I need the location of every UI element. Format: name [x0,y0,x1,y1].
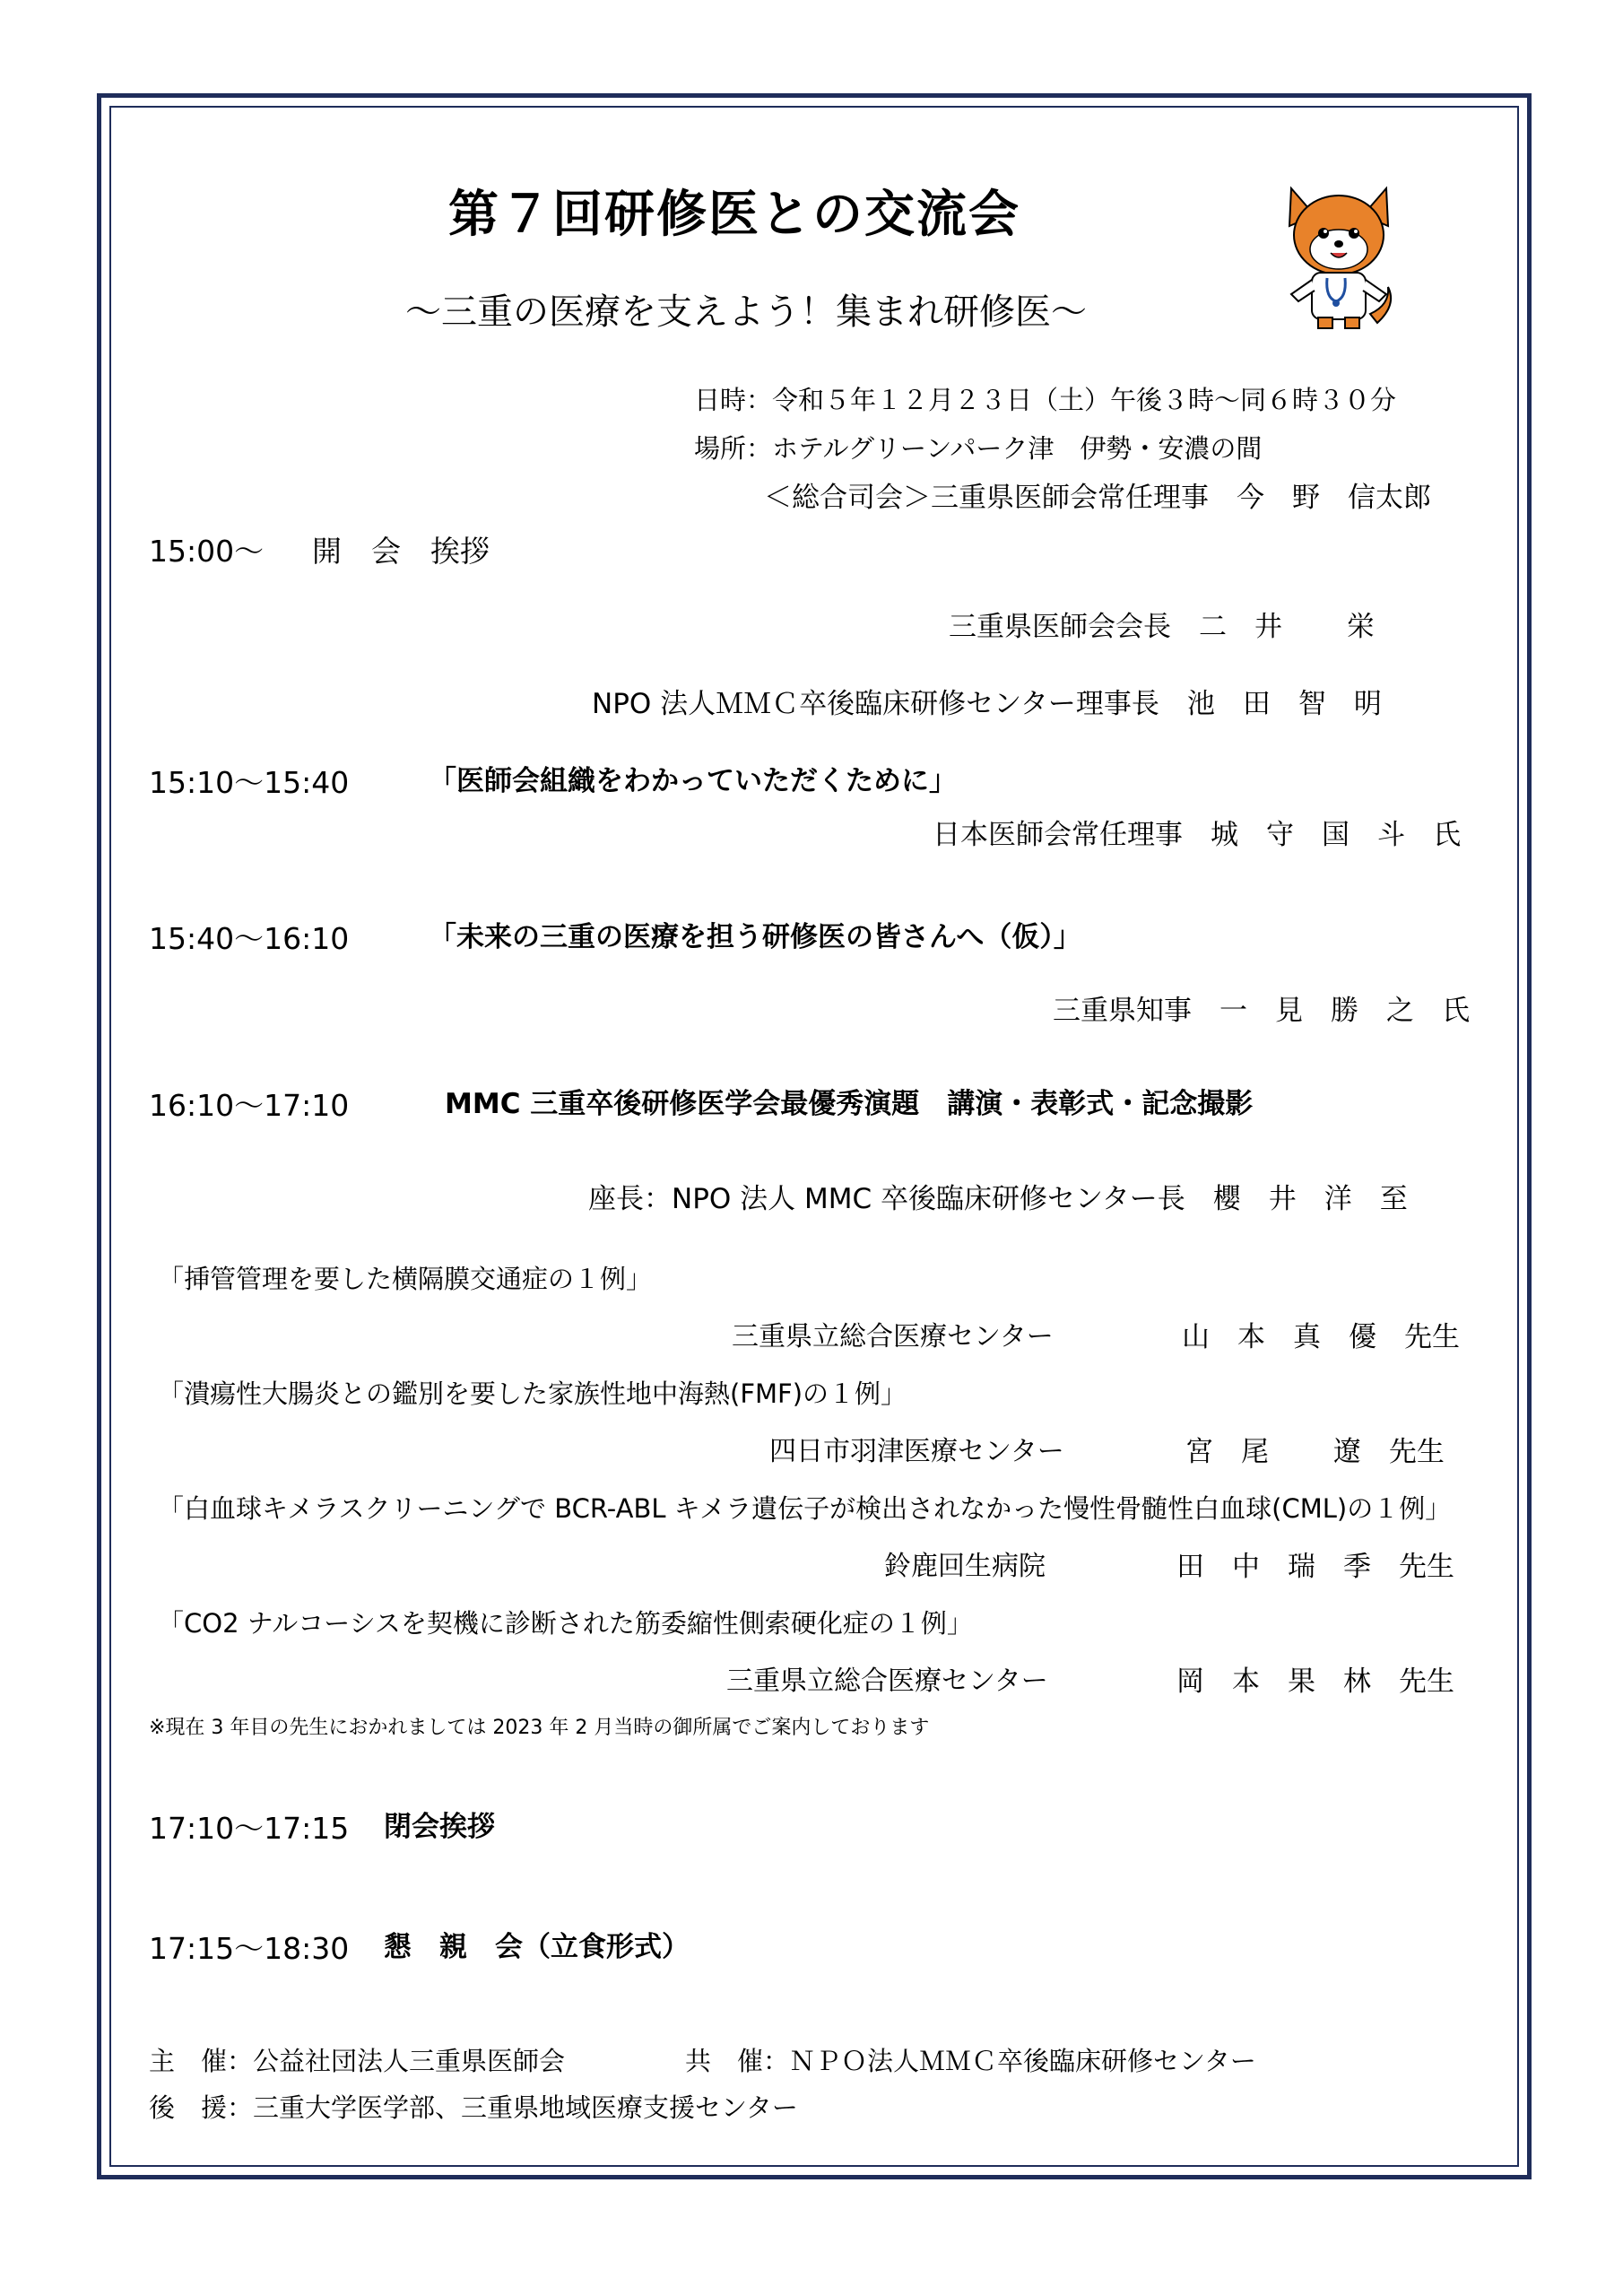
master-of-ceremonies: ＜総合司会＞三重県医師会常任理事 今 野 信太郎 [764,482,1431,514]
presentation-4-name: 岡 本 果 林 先生 [1176,1665,1454,1698]
page-subtitle: ～三重の医療を支えよう！集まれ研修医～ [405,291,1087,333]
award-time: 16:10～17:10 [149,1088,350,1123]
talk2-speaker: 三重県知事 一 見 勝 之 氏 [1053,995,1470,1027]
presentation-2-title: 「潰瘍性大腸炎との鑑別を要した家族性地中海熱(FMF)の１例」 [158,1378,907,1409]
affiliation-note: ※現在 3 年目の先生におかれましては 2023 年 2 月当時の御所属でご案内しております [149,1717,930,1739]
presentation-1-name: 山 本 真 優 先生 [1182,1321,1460,1353]
page-title: 第７回研修医との交流会 [448,186,1020,244]
party-time: 17:15～18:30 [149,1931,350,1966]
talk2-time: 15:40～16:10 [149,921,350,956]
greeter-1: 三重県医師会会長 二 井 栄 [949,611,1375,643]
award-chair: 座長：NPO 法人 MMC 卒後臨床研修センター長 櫻 井 洋 至 [588,1183,1408,1215]
closing-time: 17:10～17:15 [149,1811,350,1846]
talk1-speaker: 日本医師会常任理事 城 守 国 斗 氏 [933,819,1461,851]
footer-host: 主 催：公益社団法人三重県医師会 [149,2046,566,2076]
opening-time: 15:00～ [149,534,265,569]
event-date: 日時：令和５年１２月２３日（土）午後３時～同６時３０分 [694,385,1397,415]
talk1-time: 15:10～15:40 [149,765,350,800]
talk2-title: 「未来の三重の医療を担う研修医の皆さんへ（仮）」 [429,921,1081,953]
event-place: 場所：ホテルグリーンパーク津 伊勢・安濃の間 [694,433,1263,464]
presentation-3-affiliation: 鈴鹿回生病院 [884,1551,1046,1582]
mascot-illustration [1271,179,1406,332]
presentation-4-affiliation: 三重県立総合医療センター [726,1665,1048,1697]
closing-title: 閉会挨拶 [384,1811,495,1843]
presentation-2-affiliation: 四日市羽津医療センター [769,1436,1064,1467]
greeter-2: NPO 法人ＭＭＣ卒後臨床研修センター理事長 池 田 智 明 [592,688,1382,720]
footer-cohost: 共 催：ＮＰＯ法人ＭＭＣ卒後臨床研修センター [685,2046,1256,2076]
presentation-2-name: 宮 尾 遼 先生 [1185,1436,1445,1468]
presentation-1-title: 「挿管管理を要した横隔膜交通症の１例」 [158,1264,653,1294]
presentation-1-affiliation: 三重県立総合医療センター [732,1321,1054,1352]
footer-support: 後 援：三重大学医学部、三重県地域医療支援センター [149,2092,798,2123]
party-title: 懇 親 会（立食形式） [384,1931,690,1963]
talk1-title: 「医師会組織をわかっていただくために」 [429,765,957,797]
presentation-4-title: 「CO2 ナルコーシスを契機に診断された筋委縮性側索硬化症の１例」 [158,1608,973,1639]
opening-title: 開 会 挨拶 [312,534,490,569]
award-title: MMC 三重卒後研修医学会最優秀演題 講演・表彰式・記念撮影 [445,1088,1254,1120]
presentation-3-title: 「白血球キメラスクリーニングで BCR-ABL キメラ遺伝子が検出されなかった慢性骨髄性白血球(CML)の１例」 [158,1493,1452,1524]
presentation-3-name: 田 中 瑞 季 先生 [1176,1551,1454,1583]
